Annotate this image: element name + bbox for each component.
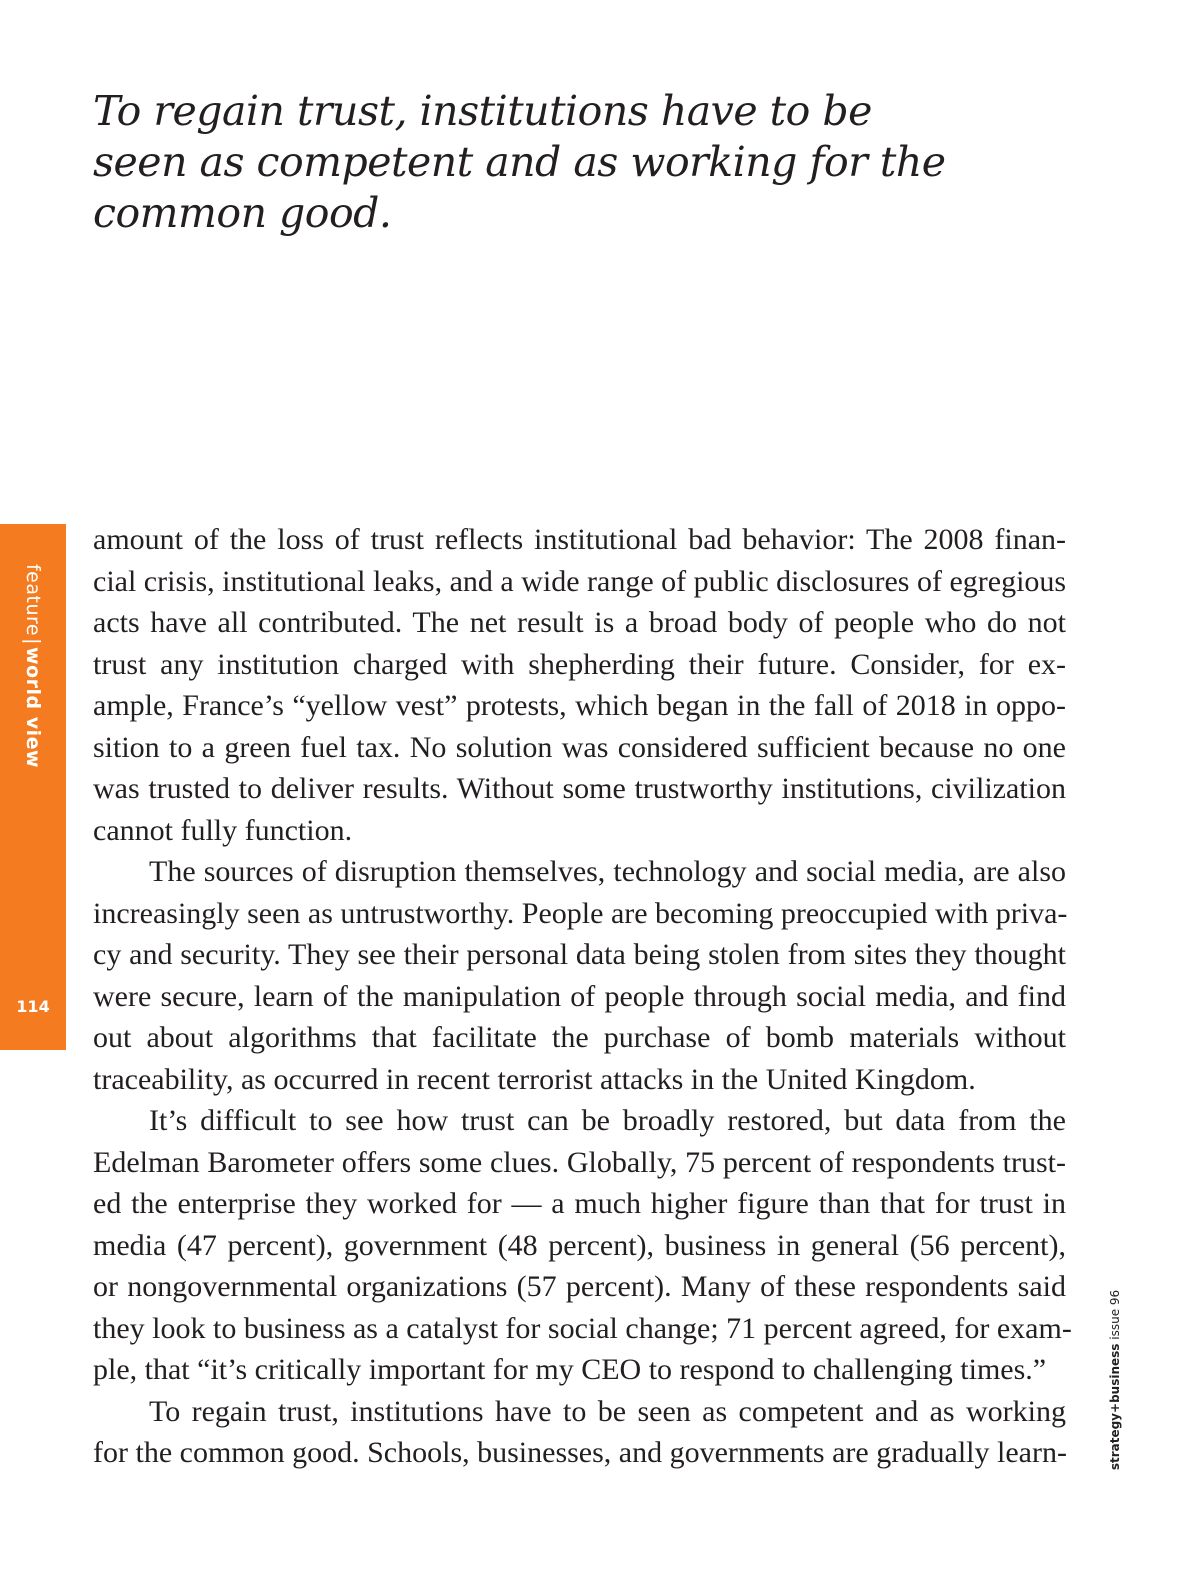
body-line: cial crisis, institutional leaks, and a wide range of public disclosures of egregious: [93, 564, 1067, 598]
body-line: out about algorithms that facilitate the purchase of bomb materials without: [93, 1021, 1066, 1054]
body-line: sition to a green fuel tax. No solution was considered sufficient because no one: [93, 730, 1066, 764]
body-line: were secure, learn of the manipulation of people through social media, and find: [93, 979, 1066, 1013]
body-line: ed the enterprise they worked for — a much higher figure than that for trust in: [93, 1187, 1066, 1220]
page-number: 114: [16, 997, 50, 1016]
body-line: acts have all contributed. The net result is a broad body of people who do not: [93, 606, 1066, 639]
pull-quote-line: common good.: [93, 189, 392, 237]
body-line: they look to business as a catalyst for social change; 71 percent agreed, for exam-: [93, 1311, 1072, 1345]
pull-quote-line: seen as competent and as working for the: [93, 138, 946, 186]
body-line: or nongovernmental organizations (57 percent). Many of these respondents said: [93, 1270, 1066, 1303]
section-topic: world view: [22, 646, 44, 769]
body-line: cannot fully function.: [93, 813, 353, 847]
publication-name: strategy+business: [1108, 1343, 1122, 1471]
body-line: for the common good. Schools, businesses, and governments are gradually learn-: [93, 1436, 1067, 1469]
pull-quote: [93, 86, 953, 239]
body-line: To regain trust, institutions have to be seen as competent and as working: [149, 1394, 1066, 1428]
body-line: amount of the loss of trust reflects institutional bad behavior: The 2008 finan-: [93, 523, 1066, 556]
body-line: media (47 percent), government (48 percent), business in general (56 percent),: [93, 1228, 1066, 1262]
publication-footer: [1108, 1290, 1122, 1470]
section-label: [22, 564, 44, 768]
body-line: ple, that “it’s critically important for my CEO to respond to challenging times.”: [93, 1353, 1047, 1386]
body-line: The sources of disruption themselves, technology and social media, are also: [149, 855, 1066, 888]
pull-quote-line: To regain trust, institutions have to be: [93, 87, 872, 135]
issue-number: issue 96: [1108, 1289, 1122, 1340]
section-divider: |: [22, 638, 44, 645]
section-name: feature: [22, 563, 44, 637]
body-line: cy and security. They see their personal data being stolen from sites they thought: [93, 938, 1066, 971]
body-line: trust any institution charged with shepherding their future. Consider, for ex-: [93, 647, 1066, 681]
article-body: [93, 519, 1072, 1474]
body-line: Edelman Barometer offers some clues. Globally, 75 percent of respondents trust-: [93, 1145, 1066, 1179]
body-line: was trusted to deliver results. Without some trustworthy institutions, civilization: [93, 772, 1066, 805]
body-line: traceability, as occurred in recent terrorist attacks in the United Kingdom.: [93, 1062, 976, 1096]
body-line: ample, France’s “yellow vest” protests, which began in the fall of 2018 in oppo-: [93, 689, 1066, 722]
body-line: increasingly seen as untrustworthy. People are becoming preoccupied with priva-: [93, 896, 1068, 930]
body-line: It’s difficult to see how trust can be broadly restored, but data from the: [149, 1104, 1066, 1137]
